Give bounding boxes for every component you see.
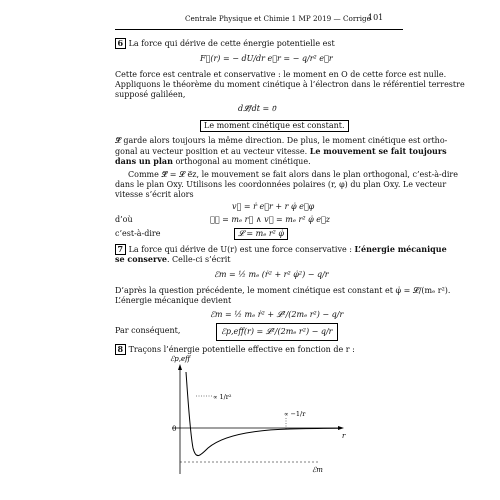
q6-para1-line2: Appliquons le théorème du moment cinétique à l’électron dans le référentiel terrestre <box>115 80 465 89</box>
em-label: ℰm <box>312 466 323 474</box>
near-origin-annotation: ∝ 1/r² <box>213 393 232 401</box>
effective-potential-curve <box>186 372 338 456</box>
q7-para1-line1: D’après la question précédente, le moment cinétique est constant et φ̇ = 𝓛/(mₑ r²). <box>115 286 451 295</box>
q6-eq-v: v⃗ = ṙ e⃗r + r φ̇ e⃗φ <box>232 202 315 211</box>
q6-boxed-result: Le moment cinétique est constant. <box>200 120 349 132</box>
y-axis-arrow <box>178 364 182 370</box>
q6-para1-line3: supposé galiléen, <box>115 90 186 99</box>
far-annotation: ∝ −1/r <box>284 410 306 418</box>
q6-para2-line3: dans un plan orthogonal au moment cinétique. <box>115 156 311 166</box>
x-axis-label: r <box>342 432 346 440</box>
q7-para1-line2: L’énergie mécanique devient <box>115 296 232 305</box>
x-axis-arrow <box>338 426 344 430</box>
q6-intro: 6 La force qui dérive de cette énergie potentielle est <box>115 38 335 49</box>
y-axis-label: ℰp,eff <box>170 355 191 363</box>
q7-eq-Em: ℰm = ½ mₑ (ṙ² + r² φ̇²) − q/r <box>214 270 329 279</box>
q6-para2-line2: gonal au vecteur position et au vecteur vitesse. Le mouvement se fait toujours <box>115 146 447 156</box>
q7-par-consequent: Par conséquent, <box>115 326 181 335</box>
q6-eq-force: F⃗(r) = − dU/dr e⃗r = − q/r² e⃗r <box>200 54 333 63</box>
q6-para1-line1: Cette force est centrale et conservative : le moment en O de cette force est nulle. <box>115 70 447 79</box>
q7-eq-Em2: ℰm = ½ mₑ ṙ² + 𝓛²/(2mₑ r²) − q/r <box>210 310 344 319</box>
page-number: 101 <box>368 13 384 22</box>
q6-eq-L: 𝓛⃗ = mₑ r⃗ ∧ v⃗ = mₑ r² φ̇ e⃗z <box>210 215 330 224</box>
q7-intro: 7 La force qui dérive de U(r) est une force conservative : L’énergie mécanique <box>115 244 447 255</box>
running-title: Centrale Physique et Chimie 1 MP 2019 — Corrigé <box>185 14 371 23</box>
q6-para3-line1: Comme 𝓛⃗ = 𝓛 e⃗z, le mouvement se fait alors dans le plan orthogonal, c’est-à-dire <box>128 170 458 179</box>
q6-para2-line1: 𝓛⃗ garde alors toujours la même direction. De plus, le moment cinétique est ortho- <box>115 136 448 145</box>
q7-eq-Epeff-boxed: ℰp,eff(r) = 𝓛²/(2mₑ r²) − q/r <box>216 323 338 341</box>
q6-number: 6 <box>115 38 126 49</box>
q8-number: 8 <box>115 344 126 355</box>
origin-label: 0 <box>172 425 177 433</box>
q6-para3-line2: dans le plan Oxy. Utilisons les coordonnées polaires (r, φ) du plan Oxy. Le vecteur <box>115 180 447 189</box>
q6-para3-line3: vitesse s’écrit alors <box>115 190 194 199</box>
q6-eq-dL: d𝓛⃗/dt = 0⃗ <box>238 104 276 113</box>
q7-line2: se conserve. Celle-ci s’écrit <box>115 254 231 264</box>
q8-intro: 8 Traçons l’énergie potentielle effective en fonction de r : <box>115 344 355 355</box>
q6-cad: c’est-à-dire <box>115 229 161 238</box>
q6-dou: d’où <box>115 215 133 224</box>
q7-number: 7 <box>115 244 126 255</box>
q6-eq-L-boxed: 𝓛 = mₑ r² φ̇ <box>234 228 288 240</box>
